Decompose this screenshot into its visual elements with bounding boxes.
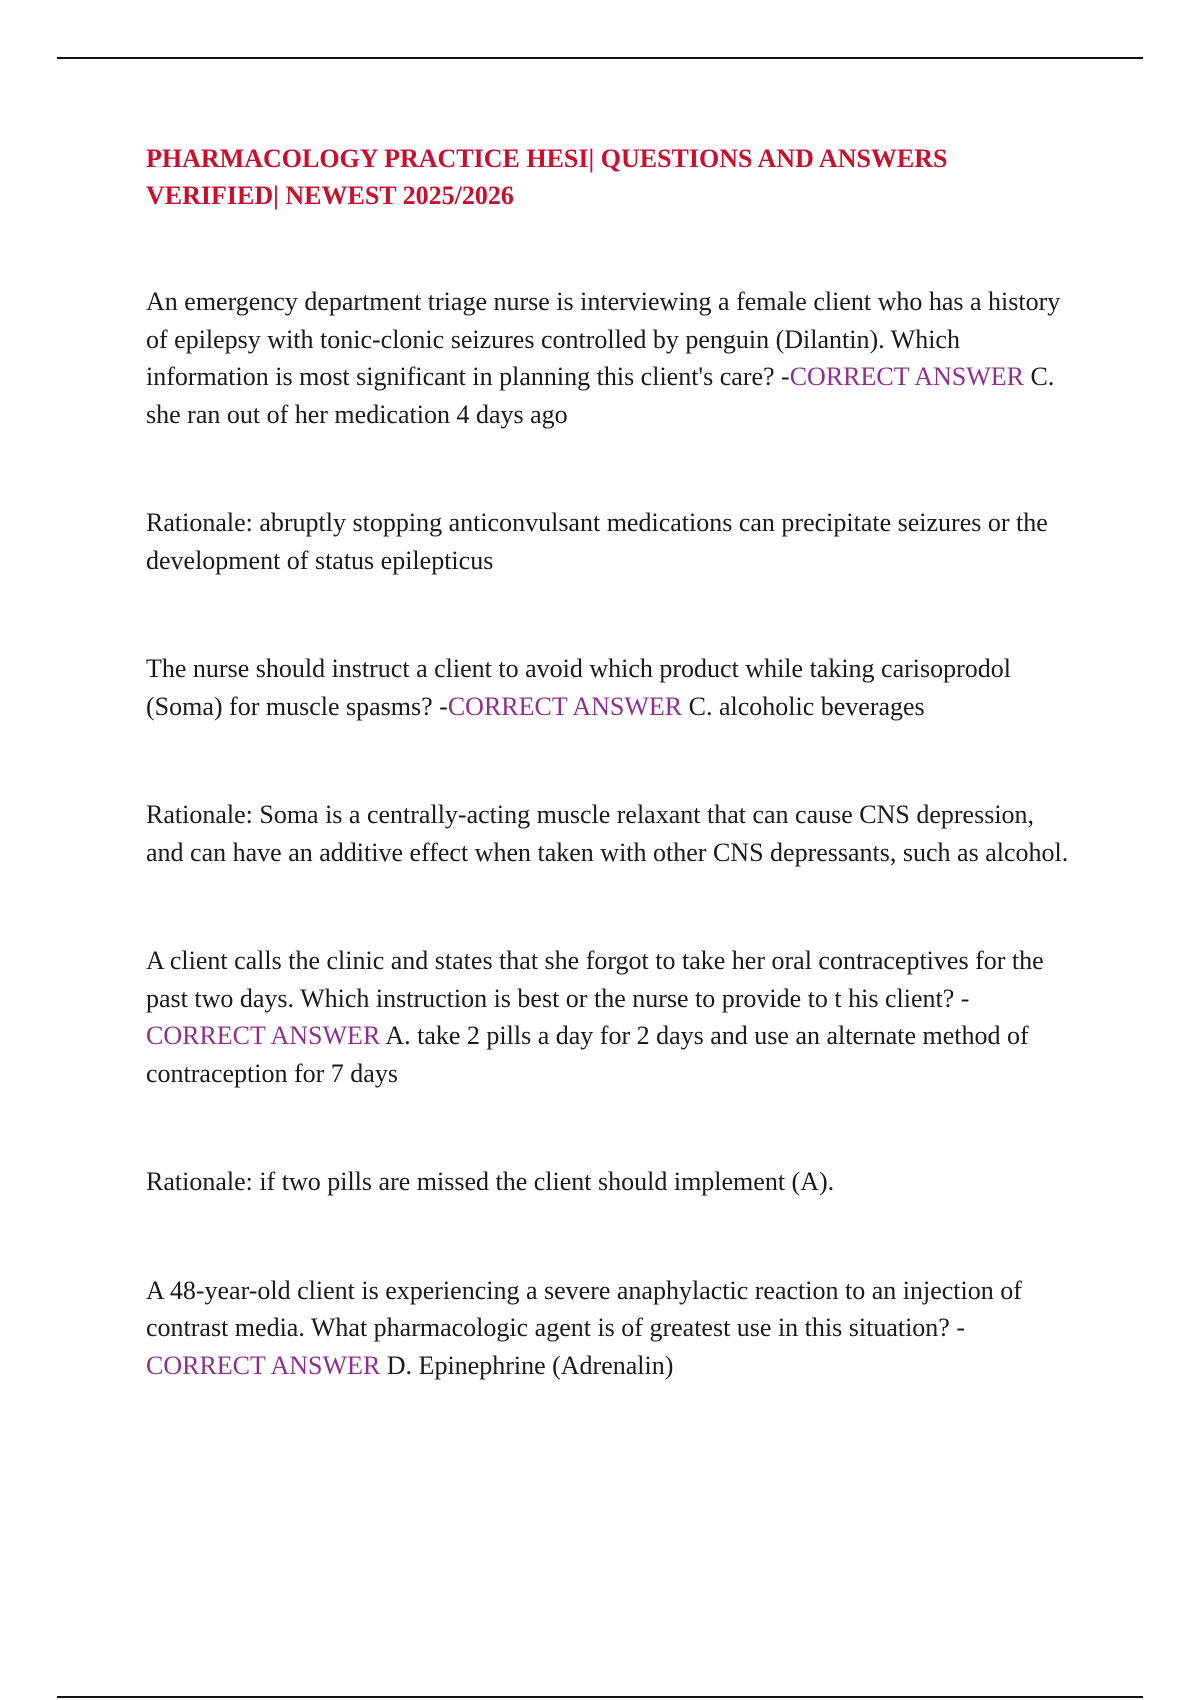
title-line-1: PHARMACOLOGY PRACTICE HESI| QUESTIONS AND ANSWERS	[146, 144, 948, 173]
question-4-text: A 48-year-old client is experiencing a severe anaphylactic reaction to an injection of contrast media. What pharmacologic agent is of greatest use in this situation? -	[146, 1275, 1022, 1342]
correct-answer-label: CORRECT ANSWER	[789, 362, 1024, 391]
question-3	[146, 942, 1076, 1092]
question-3-text: A client calls the clinic and states that she forgot to take her oral contraceptives for the past two days. Which instruction is best or the nurse to provide to t his client? -	[146, 946, 1044, 1013]
answer-3-text: A. take 2 pills a day for 2 days and use an alternate method of contraception for 7 days	[146, 1021, 1029, 1088]
rationale-1: Rationale: abruptly stopping anticonvulsant medications can precipitate seizures or the development of status epilepticus	[146, 508, 1048, 575]
question-2-text: The nurse should instruct a client to avoid which product while taking carisoprodol (Soma) for muscle spasms? -	[146, 654, 1012, 721]
rationale-3: Rationale: if two pills are missed the client should implement (A).	[146, 1167, 835, 1196]
answer-1-text: C. she ran out of her medication 4 days ago	[146, 362, 1055, 429]
question-2	[146, 650, 1076, 725]
correct-answer-label: CORRECT ANSWER	[447, 691, 683, 721]
bottom-rule	[57, 1696, 1143, 1698]
question-1	[146, 283, 1076, 433]
document-title	[146, 140, 1076, 214]
top-rule	[57, 57, 1143, 59]
answer-4-text: D. Epinephrine (Adrenalin)	[380, 1350, 674, 1380]
correct-answer-label: CORRECT ANSWER	[146, 1021, 381, 1050]
correct-answer-label: CORRECT ANSWER	[146, 1350, 381, 1380]
document-body	[146, 140, 1076, 1384]
question-1-text: An emergency department triage nurse is interviewing a female client who has a history of epilepsy with tonic-clonic seizures controlled by penguin (Dilantin). Which information is most significant in planning this client's care? -	[146, 287, 1061, 391]
rationale-2: Rationale: Soma is a centrally-acting muscle relaxant that can cause CNS depression, and can have an additive effect when taken with other CNS depressants, such as alcohol.	[146, 800, 1069, 867]
answer-2-text: C. alcoholic beverages	[682, 691, 925, 721]
question-4	[146, 1272, 1076, 1385]
title-line-2: VERIFIED| NEWEST 2025/2026	[146, 181, 514, 210]
